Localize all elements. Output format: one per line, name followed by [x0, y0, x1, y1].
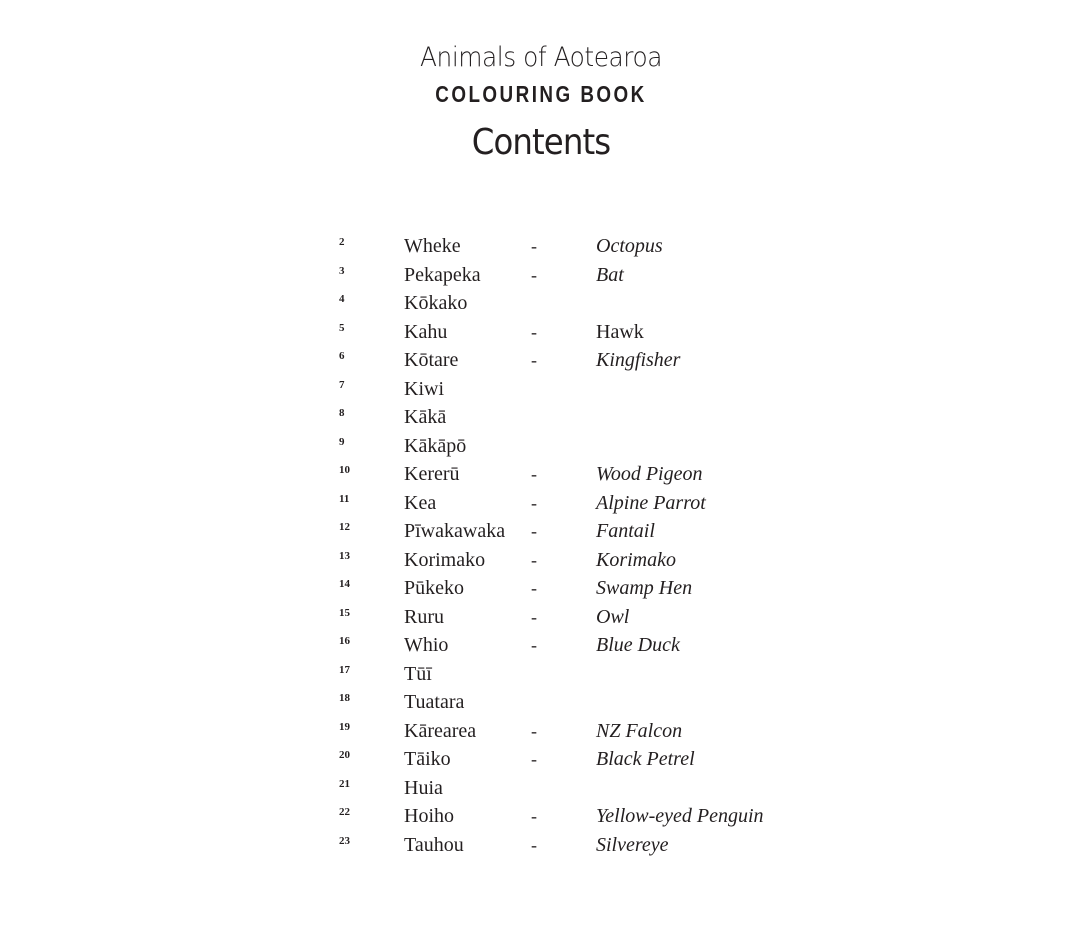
toc-maori-name: Kākā	[404, 406, 447, 428]
toc-page-number: 22	[339, 806, 350, 818]
toc-maori-name: Whio	[404, 634, 449, 656]
toc-english-name: Bat	[596, 263, 624, 286]
toc-maori-name: Pekapeka	[404, 263, 481, 286]
toc-separator: -	[531, 606, 537, 627]
contents-heading: Contents	[471, 122, 611, 163]
toc-separator: -	[531, 321, 537, 342]
toc-english-name: Yellow-eyed Penguin	[596, 805, 764, 827]
toc-english-name: Fantail	[596, 520, 655, 542]
toc-separator: -	[531, 350, 537, 370]
toc-entry	[0, 660, 1082, 688]
toc-entry	[0, 289, 1082, 317]
toc-entry	[0, 745, 1082, 773]
toc-separator: -	[531, 492, 537, 513]
toc-separator: -	[531, 521, 537, 541]
toc-separator: -	[531, 720, 537, 741]
toc-separator: -	[531, 236, 537, 256]
toc-entry	[0, 802, 1082, 830]
toc-maori-name: Kōkako	[404, 292, 468, 314]
toc-page-number: 19	[339, 720, 350, 733]
toc-entry	[0, 403, 1082, 431]
toc-page-number: 5	[339, 321, 345, 334]
toc-page-number: 17	[339, 663, 350, 676]
toc-page-number: 15	[339, 606, 350, 619]
toc-entry	[0, 261, 1082, 289]
toc-page-number: 7	[339, 378, 345, 391]
toc-english-name: Silvereye	[596, 833, 669, 856]
toc-maori-name: Korimako	[404, 548, 486, 571]
toc-english-name: Hawk	[596, 320, 644, 343]
toc-page-number: 23	[339, 834, 350, 847]
toc-entry	[0, 774, 1082, 802]
toc-page-number: 3	[339, 264, 345, 277]
toc-page-number: 14	[339, 578, 350, 590]
toc-english-name: Owl	[596, 605, 630, 628]
toc-maori-name: Pīwakawaka	[404, 520, 506, 542]
toc-entry	[0, 831, 1082, 859]
toc-page-number: 12	[339, 521, 350, 533]
toc-english-name: Wood Pigeon	[596, 463, 703, 485]
toc-maori-name: Tuatara	[404, 691, 465, 713]
toc-english-name: Alpine Parrot	[596, 491, 706, 514]
toc-page-number: 9	[339, 435, 345, 448]
toc-english-name: Swamp Hen	[596, 577, 693, 599]
toc-maori-name: Hoiho	[404, 805, 454, 827]
toc-entry	[0, 232, 1082, 260]
toc-maori-name: Wheke	[404, 235, 461, 257]
toc-separator: -	[531, 749, 537, 769]
toc-english-name: Kingfisher	[596, 349, 681, 371]
toc-entry	[0, 603, 1082, 631]
toc-entry	[0, 432, 1082, 460]
toc-maori-name: Kōtare	[404, 349, 459, 371]
toc-maori-name: Tūī	[404, 662, 432, 685]
toc-page-number: 20	[339, 749, 350, 761]
toc-page-number: 8	[339, 407, 345, 419]
toc-maori-name: Kea	[404, 491, 437, 514]
toc-page-number: 16	[339, 635, 350, 647]
toc-separator: -	[531, 834, 537, 855]
toc-maori-name: Kārearea	[404, 719, 477, 742]
toc-entry	[0, 346, 1082, 374]
toc-separator: -	[531, 806, 537, 826]
toc-page-number: 13	[339, 549, 350, 562]
toc-entry	[0, 631, 1082, 659]
toc-entry	[0, 574, 1082, 602]
book-title: Animals of Aotearoa	[420, 42, 662, 73]
toc-maori-name: Ruru	[404, 605, 444, 628]
toc-maori-name: Kererū	[404, 463, 460, 485]
toc-entry	[0, 688, 1082, 716]
toc-entry	[0, 489, 1082, 517]
toc-entry	[0, 517, 1082, 545]
toc-entry	[0, 717, 1082, 745]
toc-maori-name: Kiwi	[404, 377, 444, 400]
toc-page-number: 11	[339, 492, 350, 505]
toc-page-number: 18	[339, 692, 350, 704]
toc-english-name: Black Petrel	[596, 748, 695, 770]
toc-separator: -	[531, 578, 537, 598]
toc-page-number: 4	[339, 293, 345, 305]
toc-page-number: 21	[339, 777, 350, 790]
toc-maori-name: Kahu	[404, 320, 448, 343]
toc-entry	[0, 546, 1082, 574]
toc-page-number: 2	[339, 236, 345, 248]
toc-separator: -	[531, 549, 537, 570]
toc-entry	[0, 375, 1082, 403]
toc-entry	[0, 318, 1082, 346]
toc-maori-name: Pūkeko	[404, 577, 464, 599]
toc-english-name: NZ Falcon	[596, 719, 683, 742]
toc-english-name: Korimako	[596, 548, 676, 571]
toc-separator: -	[531, 464, 537, 484]
toc-entry	[0, 460, 1082, 488]
book-subtitle: COLOURING BOOK	[435, 81, 647, 107]
toc-separator: -	[531, 264, 537, 285]
toc-maori-name: Tāiko	[404, 748, 451, 770]
toc-maori-name: Tauhou	[404, 833, 464, 856]
toc-maori-name: Kākāpō	[404, 434, 467, 457]
toc-english-name: Blue Duck	[596, 634, 680, 656]
toc-english-name: Octopus	[596, 235, 663, 257]
toc-page-number: 10	[339, 464, 350, 476]
toc-separator: -	[531, 635, 537, 655]
toc-maori-name: Huia	[404, 776, 443, 799]
toc-page-number: 6	[339, 350, 345, 362]
